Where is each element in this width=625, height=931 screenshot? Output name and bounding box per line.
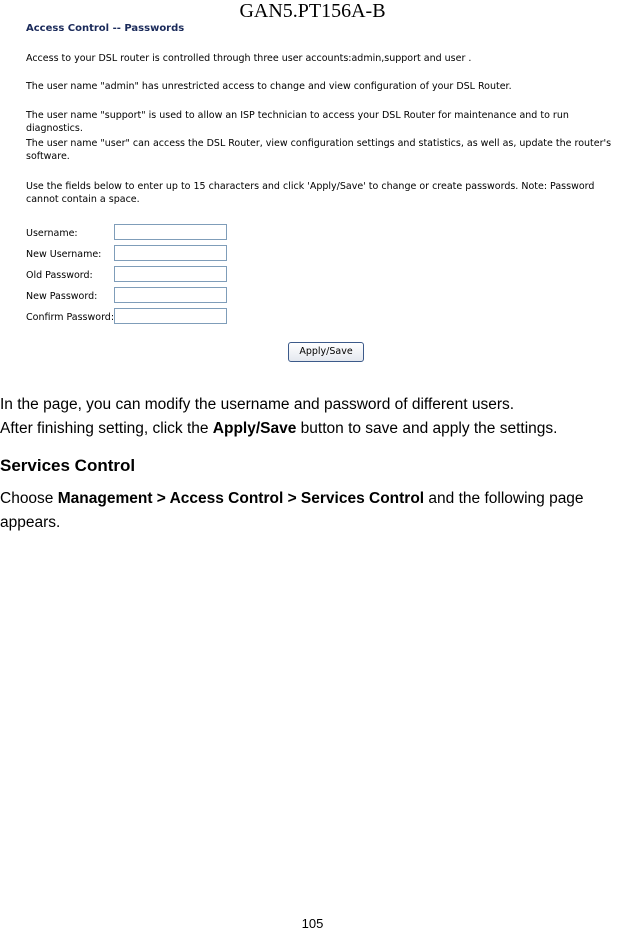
old-password-row — [26, 266, 236, 285]
document-header: GAN5.PT156A-B — [239, 0, 386, 22]
body-line-3 — [0, 488, 625, 509]
support-paragraph: The user name "support" is used to allow an ISP technician to access your DSL Router for maintenance and to run diagnostics. — [26, 110, 569, 134]
old-password-label: Old Password: — [26, 270, 93, 281]
body-line-1-text: In the page, you can modify the username and password of different users. — [0, 396, 515, 413]
body-line-2-prefix: After finishing setting, click the — [0, 420, 213, 437]
body-line-3-suffix: and the following page — [424, 490, 584, 507]
body-line-2 — [0, 418, 625, 439]
new-username-row — [26, 245, 236, 264]
new-password-input[interactable] — [114, 287, 227, 303]
new-username-input[interactable] — [114, 245, 227, 261]
body-line-2-suffix: button to save and apply the settings. — [296, 420, 558, 437]
menu-path: Management > Access Control > Services Control — [57, 490, 425, 507]
body-line-4 — [0, 512, 625, 533]
confirm-password-label: Confirm Password: — [26, 312, 115, 323]
instructions-paragraph: Use the fields below to enter up to 15 characters and click 'Apply/Save' to change or create passwords. Note: Password cannot contain a space. — [26, 181, 595, 205]
body-line-4-text: appears. — [0, 514, 61, 531]
new-password-row — [26, 287, 236, 306]
panel-title: Access Control -- Passwords — [26, 23, 185, 34]
username-row — [26, 224, 236, 243]
page-number: 105 — [301, 916, 324, 931]
intro-paragraph: Access to your DSL router is controlled through three user accounts:admin,support and user . — [26, 53, 472, 64]
username-label: Username: — [26, 228, 78, 239]
apply-save-button[interactable]: Apply/Save — [288, 342, 364, 362]
apply-save-reference: Apply/Save — [212, 420, 297, 437]
new-password-label: New Password: — [26, 291, 98, 302]
section-heading: Services Control — [0, 456, 136, 475]
admin-paragraph: The user name "admin" has unrestricted access to change and view configuration of your DSL Router. — [26, 81, 512, 92]
body-line-3-prefix: Choose — [0, 490, 58, 507]
old-password-input[interactable] — [114, 266, 227, 282]
user-paragraph: The user name "user" can access the DSL Router, view configuration settings and statistics, as well as, update the router's software. — [26, 138, 612, 162]
body-line-1 — [0, 394, 625, 415]
confirm-password-input[interactable] — [114, 308, 227, 324]
username-input[interactable] — [114, 224, 227, 240]
confirm-password-row — [26, 308, 236, 327]
new-username-label: New Username: — [26, 249, 102, 260]
